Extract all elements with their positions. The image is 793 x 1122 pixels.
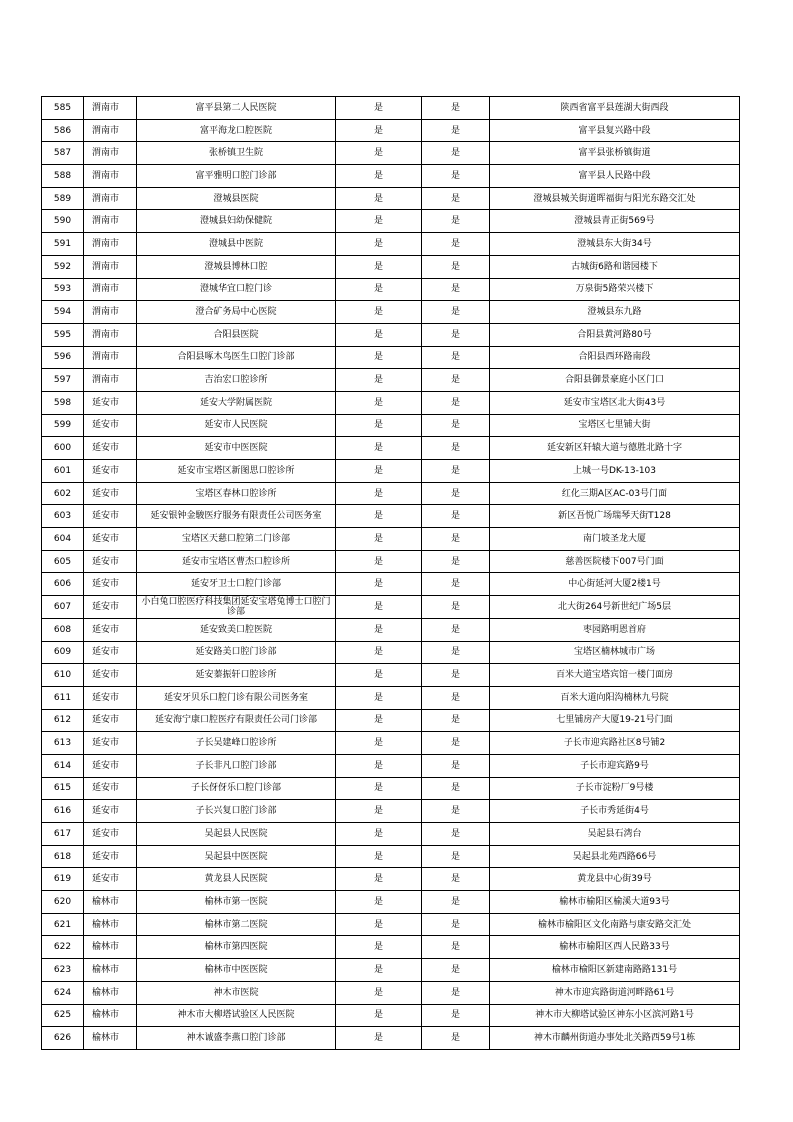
flag-b-cell: 是: [422, 800, 490, 823]
hospital-name-cell: 子长吴建峰口腔诊所: [137, 732, 336, 755]
hospital-name-cell: 延安市宝塔区曹杰口腔诊所: [137, 550, 336, 573]
hospital-name-cell: 榆林市第二医院: [137, 913, 336, 936]
city-cell: 延安市: [84, 641, 137, 664]
table-row: [42, 346, 740, 369]
table-row: [42, 754, 740, 777]
address-cell: 榆林市榆阳区西人民路33号: [490, 936, 740, 959]
flag-b-cell: 是: [422, 573, 490, 596]
table-row: [42, 573, 740, 596]
flag-a-cell: 是: [336, 1027, 422, 1050]
address-cell: 红化三期A区AC-03号门面: [490, 482, 740, 505]
address-cell: 子长市迎宾路社区8号铺2: [490, 732, 740, 755]
flag-b-cell: 是: [422, 369, 490, 392]
flag-a-cell: 是: [336, 1004, 422, 1027]
address-cell: 吴起县北苑西路66号: [490, 845, 740, 868]
city-cell: 延安市: [84, 460, 137, 483]
flag-a-cell: 是: [336, 981, 422, 1004]
flag-b-cell: 是: [422, 301, 490, 324]
hospital-name-cell: 子长兴复口腔门诊部: [137, 800, 336, 823]
flag-b-cell: 是: [422, 936, 490, 959]
city-cell: 延安市: [84, 528, 137, 551]
city-cell: 渭南市: [84, 255, 137, 278]
flag-a-cell: 是: [336, 437, 422, 460]
flag-b-cell: 是: [422, 391, 490, 414]
flag-a-cell: 是: [336, 845, 422, 868]
address-cell: 宝塔区楠林城市广场: [490, 641, 740, 664]
flag-b-cell: 是: [422, 278, 490, 301]
flag-b-cell: 是: [422, 414, 490, 437]
flag-b-cell: 是: [422, 596, 490, 619]
flag-a-cell: 是: [336, 686, 422, 709]
city-cell: 延安市: [84, 505, 137, 528]
row-number: 623: [42, 959, 84, 982]
table-row: [42, 369, 740, 392]
table-row: [42, 460, 740, 483]
city-cell: 延安市: [84, 800, 137, 823]
address-cell: 慈善医院楼下007号门面: [490, 550, 740, 573]
address-cell: 神木市大柳塔试验区神东小区滨河路1号: [490, 1004, 740, 1027]
hospital-name-cell: 黄龙县人民医院: [137, 868, 336, 891]
row-number: 600: [42, 437, 84, 460]
table-row: [42, 981, 740, 1004]
hospital-name-cell: 神木诚盛李燕口腔门诊部: [137, 1027, 336, 1050]
table-row: [42, 323, 740, 346]
row-number: 618: [42, 845, 84, 868]
flag-a-cell: 是: [336, 255, 422, 278]
hospital-name-cell: 宝塔区春林口腔诊所: [137, 482, 336, 505]
address-cell: 上城一号DK-13-103: [490, 460, 740, 483]
flag-a-cell: 是: [336, 868, 422, 891]
address-cell: 延安新区轩辕大道与德胜北路十字: [490, 437, 740, 460]
flag-b-cell: 是: [422, 346, 490, 369]
address-cell: 陕西省富平县莲湖大街西段: [490, 97, 740, 120]
table-row: [42, 414, 740, 437]
table-row: [42, 528, 740, 551]
hospital-name-cell: 富平海龙口腔医院: [137, 119, 336, 142]
hospital-name-cell: 延安蓁振轩口腔诊所: [137, 664, 336, 687]
flag-b-cell: 是: [422, 233, 490, 256]
table-row: [42, 142, 740, 165]
flag-b-cell: 是: [422, 550, 490, 573]
table-row: [42, 913, 740, 936]
city-cell: 延安市: [84, 686, 137, 709]
row-number: 587: [42, 142, 84, 165]
hospital-name-cell: 延安路美口腔门诊部: [137, 641, 336, 664]
address-cell: 富平县复兴路中段: [490, 119, 740, 142]
table-row: [42, 233, 740, 256]
city-cell: 延安市: [84, 482, 137, 505]
city-cell: 延安市: [84, 732, 137, 755]
table-row: [42, 868, 740, 891]
flag-a-cell: 是: [336, 278, 422, 301]
hospital-name-cell: 合阳县医院: [137, 323, 336, 346]
city-cell: 延安市: [84, 709, 137, 732]
row-number: 596: [42, 346, 84, 369]
table-row: [42, 165, 740, 188]
flag-a-cell: 是: [336, 142, 422, 165]
address-cell: 澄城县东大街34号: [490, 233, 740, 256]
city-cell: 延安市: [84, 777, 137, 800]
flag-a-cell: 是: [336, 528, 422, 551]
address-cell: 万泉街5路荣兴楼下: [490, 278, 740, 301]
city-cell: 榆林市: [84, 959, 137, 982]
address-cell: 子长市秀延街4号: [490, 800, 740, 823]
address-cell: 澄城县城关街道晖福街与阳光东路交汇处: [490, 187, 740, 210]
hospital-name-cell: 澄城县博林口腔: [137, 255, 336, 278]
flag-b-cell: 是: [422, 1027, 490, 1050]
city-cell: 渭南市: [84, 233, 137, 256]
hospital-name-cell: 延安牙卫士口腔门诊部: [137, 573, 336, 596]
row-number: 613: [42, 732, 84, 755]
flag-b-cell: 是: [422, 119, 490, 142]
flag-a-cell: 是: [336, 618, 422, 641]
city-cell: 榆林市: [84, 1004, 137, 1027]
city-cell: 延安市: [84, 664, 137, 687]
row-number: 599: [42, 414, 84, 437]
row-number: 594: [42, 301, 84, 324]
city-cell: 延安市: [84, 414, 137, 437]
hospital-name-cell: 合阳县啄木鸟医生口腔门诊部: [137, 346, 336, 369]
row-number: 602: [42, 482, 84, 505]
flag-b-cell: 是: [422, 754, 490, 777]
hospital-name-cell: 延安银钟金駿医疗服务有限责任公司医务室: [137, 505, 336, 528]
flag-a-cell: 是: [336, 800, 422, 823]
hospital-name-cell: 子长伢伢乐口腔门诊部: [137, 777, 336, 800]
flag-b-cell: 是: [422, 505, 490, 528]
table-row: [42, 437, 740, 460]
hospital-name-cell: 榆林市中医医院: [137, 959, 336, 982]
flag-a-cell: 是: [336, 641, 422, 664]
hospital-name-cell: 澄城华宜口腔门诊: [137, 278, 336, 301]
flag-b-cell: 是: [422, 97, 490, 120]
table-row: [42, 641, 740, 664]
flag-b-cell: 是: [422, 868, 490, 891]
flag-b-cell: 是: [422, 959, 490, 982]
table-row: [42, 709, 740, 732]
city-cell: 延安市: [84, 868, 137, 891]
row-number: 607: [42, 596, 84, 619]
flag-b-cell: 是: [422, 891, 490, 914]
city-cell: 延安市: [84, 754, 137, 777]
city-cell: 渭南市: [84, 187, 137, 210]
hospital-name-cell: 澄城县医院: [137, 187, 336, 210]
flag-b-cell: 是: [422, 618, 490, 641]
flag-b-cell: 是: [422, 686, 490, 709]
flag-a-cell: 是: [336, 346, 422, 369]
hospital-name-cell: 延安市中医医院: [137, 437, 336, 460]
city-cell: 渭南市: [84, 278, 137, 301]
flag-a-cell: 是: [336, 119, 422, 142]
table-row: [42, 732, 740, 755]
flag-a-cell: 是: [336, 664, 422, 687]
flag-a-cell: 是: [336, 233, 422, 256]
hospital-name-cell: 榆林市第四医院: [137, 936, 336, 959]
table-row: [42, 255, 740, 278]
table-row: [42, 664, 740, 687]
city-cell: 渭南市: [84, 301, 137, 324]
address-cell: 宝塔区七里铺大街: [490, 414, 740, 437]
city-cell: 渭南市: [84, 369, 137, 392]
flag-b-cell: 是: [422, 1004, 490, 1027]
address-cell: 澄城县青正街569号: [490, 210, 740, 233]
flag-b-cell: 是: [422, 460, 490, 483]
flag-a-cell: 是: [336, 210, 422, 233]
city-cell: 渭南市: [84, 142, 137, 165]
flag-b-cell: 是: [422, 732, 490, 755]
address-cell: 榆林市榆阳区新建南路路131号: [490, 959, 740, 982]
city-cell: 榆林市: [84, 936, 137, 959]
flag-a-cell: 是: [336, 414, 422, 437]
table-row: [42, 959, 740, 982]
table-row: [42, 800, 740, 823]
row-number: 611: [42, 686, 84, 709]
flag-a-cell: 是: [336, 369, 422, 392]
address-cell: 合阳县御景豪庭小区门口: [490, 369, 740, 392]
row-number: 590: [42, 210, 84, 233]
hospital-name-cell: 富平县第二人民医院: [137, 97, 336, 120]
table-body: [42, 97, 740, 1050]
hospital-name-cell: 延安市宝塔区新图思口腔诊所: [137, 460, 336, 483]
flag-a-cell: 是: [336, 505, 422, 528]
city-cell: 延安市: [84, 437, 137, 460]
row-number: 616: [42, 800, 84, 823]
flag-a-cell: 是: [336, 959, 422, 982]
address-cell: 子长市迎宾路9号: [490, 754, 740, 777]
row-number: 626: [42, 1027, 84, 1050]
table-row: [42, 1027, 740, 1050]
row-number: 591: [42, 233, 84, 256]
address-cell: 吴起县石湾台: [490, 823, 740, 846]
hospital-name-cell: 澄城县中医院: [137, 233, 336, 256]
address-cell: 枣园路明恩首府: [490, 618, 740, 641]
flag-b-cell: 是: [422, 528, 490, 551]
hospital-name-cell: 子长非凡口腔门诊部: [137, 754, 336, 777]
table-row: [42, 823, 740, 846]
flag-a-cell: 是: [336, 573, 422, 596]
city-cell: 榆林市: [84, 891, 137, 914]
hospital-name-cell: 张桥镇卫生院: [137, 142, 336, 165]
flag-a-cell: 是: [336, 936, 422, 959]
flag-a-cell: 是: [336, 709, 422, 732]
address-cell: 古城街6路和谐园楼下: [490, 255, 740, 278]
flag-a-cell: 是: [336, 596, 422, 619]
address-cell: 南门坡圣龙大厦: [490, 528, 740, 551]
address-cell: 百米大道宝塔宾馆一楼门面房: [490, 664, 740, 687]
flag-b-cell: 是: [422, 187, 490, 210]
table-row: [42, 550, 740, 573]
flag-a-cell: 是: [336, 777, 422, 800]
row-number: 606: [42, 573, 84, 596]
flag-b-cell: 是: [422, 323, 490, 346]
flag-b-cell: 是: [422, 210, 490, 233]
table-row: [42, 278, 740, 301]
table-row: [42, 618, 740, 641]
table-row: [42, 505, 740, 528]
address-cell: 富平县人民路中段: [490, 165, 740, 188]
table-row: [42, 891, 740, 914]
city-cell: 渭南市: [84, 323, 137, 346]
row-number: 620: [42, 891, 84, 914]
hospital-table: [41, 96, 740, 1050]
flag-a-cell: 是: [336, 97, 422, 120]
hospital-name-cell: 澄城县妇幼保健院: [137, 210, 336, 233]
table-row: [42, 391, 740, 414]
row-number: 592: [42, 255, 84, 278]
city-cell: 延安市: [84, 618, 137, 641]
address-cell: 百米大道向阳沟楠林九号院: [490, 686, 740, 709]
hospital-name-cell: 榆林市第一医院: [137, 891, 336, 914]
row-number: 608: [42, 618, 84, 641]
city-cell: 榆林市: [84, 1027, 137, 1050]
row-number: 585: [42, 97, 84, 120]
hospital-name-cell: 澄合矿务局中心医院: [137, 301, 336, 324]
table-row: [42, 482, 740, 505]
flag-a-cell: 是: [336, 391, 422, 414]
city-cell: 榆林市: [84, 981, 137, 1004]
hospital-name-cell: 延安牙贝乐口腔门诊有限公司医务室: [137, 686, 336, 709]
table-row: [42, 777, 740, 800]
flag-b-cell: 是: [422, 165, 490, 188]
row-number: 615: [42, 777, 84, 800]
table-row: [42, 119, 740, 142]
flag-a-cell: 是: [336, 301, 422, 324]
city-cell: 延安市: [84, 391, 137, 414]
row-number: 593: [42, 278, 84, 301]
hospital-name-cell: 宝塔区天慈口腔第二门诊部: [137, 528, 336, 551]
row-number: 595: [42, 323, 84, 346]
table-row: [42, 187, 740, 210]
hospital-name-cell: 吉治宏口腔诊所: [137, 369, 336, 392]
hospital-name-cell: 延安致美口腔医院: [137, 618, 336, 641]
flag-a-cell: 是: [336, 460, 422, 483]
city-cell: 渭南市: [84, 165, 137, 188]
hospital-name-cell: 神木市医院: [137, 981, 336, 1004]
row-number: 589: [42, 187, 84, 210]
row-number: 586: [42, 119, 84, 142]
flag-b-cell: 是: [422, 845, 490, 868]
flag-b-cell: 是: [422, 777, 490, 800]
row-number: 603: [42, 505, 84, 528]
hospital-name-cell: 富平雅明口腔门诊部: [137, 165, 336, 188]
row-number: 621: [42, 913, 84, 936]
table-row: [42, 596, 740, 619]
flag-b-cell: 是: [422, 482, 490, 505]
flag-b-cell: 是: [422, 255, 490, 278]
address-cell: 神木市迎宾路街道河畔路61号: [490, 981, 740, 1004]
flag-b-cell: 是: [422, 142, 490, 165]
hospital-name-cell: 小白兔口腔医疗科技集团延安宝塔兔博士口腔门诊部: [137, 596, 336, 619]
flag-b-cell: 是: [422, 913, 490, 936]
flag-a-cell: 是: [336, 913, 422, 936]
table-row: [42, 97, 740, 120]
city-cell: 延安市: [84, 573, 137, 596]
hospital-name-cell: 吴起县中医医院: [137, 845, 336, 868]
city-cell: 延安市: [84, 550, 137, 573]
hospital-name-cell: 延安大学附属医院: [137, 391, 336, 414]
flag-a-cell: 是: [336, 323, 422, 346]
row-number: 597: [42, 369, 84, 392]
flag-a-cell: 是: [336, 732, 422, 755]
table-row: [42, 936, 740, 959]
flag-a-cell: 是: [336, 891, 422, 914]
address-cell: 七里铺房产大厦19-21号门面: [490, 709, 740, 732]
address-cell: 子长市淀粉厂9号楼: [490, 777, 740, 800]
row-number: 612: [42, 709, 84, 732]
address-cell: 榆林市榆阳区榆溪大道93号: [490, 891, 740, 914]
flag-a-cell: 是: [336, 482, 422, 505]
table-row: [42, 210, 740, 233]
flag-a-cell: 是: [336, 165, 422, 188]
city-cell: 延安市: [84, 823, 137, 846]
hospital-name-cell: 延安市人民医院: [137, 414, 336, 437]
flag-b-cell: 是: [422, 981, 490, 1004]
city-cell: 渭南市: [84, 119, 137, 142]
row-number: 617: [42, 823, 84, 846]
city-cell: 渭南市: [84, 210, 137, 233]
hospital-name-cell: 神木市大柳塔试验区人民医院: [137, 1004, 336, 1027]
row-number: 588: [42, 165, 84, 188]
flag-b-cell: 是: [422, 823, 490, 846]
flag-b-cell: 是: [422, 664, 490, 687]
flag-b-cell: 是: [422, 641, 490, 664]
address-cell: 北大街264号新世纪广场5层: [490, 596, 740, 619]
row-number: 601: [42, 460, 84, 483]
address-cell: 新区吾悦广场瑞琴天街T128: [490, 505, 740, 528]
flag-a-cell: 是: [336, 754, 422, 777]
address-cell: 中心街延河大厦2楼1号: [490, 573, 740, 596]
flag-a-cell: 是: [336, 823, 422, 846]
address-cell: 合阳县西环路南段: [490, 346, 740, 369]
row-number: 624: [42, 981, 84, 1004]
flag-a-cell: 是: [336, 550, 422, 573]
table-row: [42, 301, 740, 324]
row-number: 622: [42, 936, 84, 959]
row-number: 605: [42, 550, 84, 573]
address-cell: 富平县张桥镇街道: [490, 142, 740, 165]
table-row: [42, 686, 740, 709]
row-number: 609: [42, 641, 84, 664]
address-cell: 澄城县东九路: [490, 301, 740, 324]
row-number: 619: [42, 868, 84, 891]
city-cell: 延安市: [84, 845, 137, 868]
address-cell: 神木市麟州街道办事处北关路西59号1栋: [490, 1027, 740, 1050]
address-cell: 合阳县黄河路80号: [490, 323, 740, 346]
table-row: [42, 845, 740, 868]
address-cell: 黄龙县中心街39号: [490, 868, 740, 891]
flag-a-cell: 是: [336, 187, 422, 210]
city-cell: 榆林市: [84, 913, 137, 936]
hospital-name-cell: 吴起县人民医院: [137, 823, 336, 846]
row-number: 604: [42, 528, 84, 551]
city-cell: 延安市: [84, 596, 137, 619]
table-row: [42, 1004, 740, 1027]
row-number: 625: [42, 1004, 84, 1027]
flag-b-cell: 是: [422, 709, 490, 732]
hospital-name-cell: 延安海宁康口腔医疗有限责任公司门诊部: [137, 709, 336, 732]
row-number: 598: [42, 391, 84, 414]
address-cell: 延安市宝塔区北大街43号: [490, 391, 740, 414]
flag-b-cell: 是: [422, 437, 490, 460]
row-number: 610: [42, 664, 84, 687]
row-number: 614: [42, 754, 84, 777]
city-cell: 渭南市: [84, 97, 137, 120]
address-cell: 榆林市榆阳区文化南路与康安路交汇处: [490, 913, 740, 936]
city-cell: 渭南市: [84, 346, 137, 369]
